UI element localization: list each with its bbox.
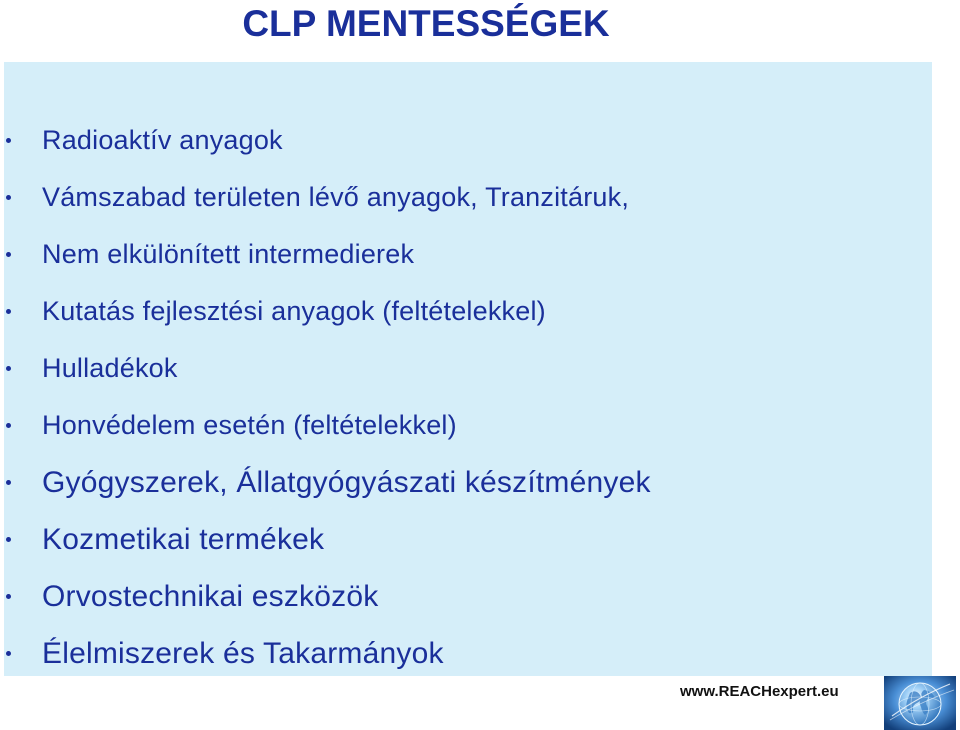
- list-item-text: Honvédelem esetén (feltételekkel): [42, 410, 457, 440]
- bullet-icon: [6, 594, 11, 599]
- bullet-icon: [6, 195, 11, 200]
- list-item: [4, 397, 924, 454]
- bullet-icon: [6, 138, 11, 143]
- globe-icon: [884, 676, 956, 730]
- bullet-icon: [6, 651, 11, 656]
- list-item: [4, 283, 924, 340]
- list-item-text: Kozmetikai termékek: [42, 523, 325, 556]
- globe-graphic: [884, 676, 956, 730]
- bullet-icon: [6, 480, 11, 485]
- list-item: [4, 340, 924, 397]
- slide-title: CLP MENTESSÉGEK: [242, 3, 610, 44]
- bullet-icon: [6, 366, 11, 371]
- bullet-icon: [6, 423, 11, 428]
- content-panel: [4, 62, 932, 676]
- list-item-text: Vámszabad területen lévő anyagok, Tranzitáruk,: [42, 182, 630, 212]
- list-item: [4, 112, 924, 169]
- list-item: [4, 625, 924, 682]
- exemption-list: [4, 112, 924, 682]
- list-item: [4, 226, 924, 283]
- list-item-text: Élelmiszerek és Takarmányok: [42, 637, 444, 670]
- bullet-icon: [6, 309, 11, 314]
- bullet-icon: [6, 252, 11, 257]
- list-item-text: Hulladékok: [42, 353, 178, 383]
- list-item-text: Orvostechnikai eszközök: [42, 580, 379, 613]
- bullet-icon: [6, 537, 11, 542]
- list-item-text: Radioaktív anyagok: [42, 125, 283, 155]
- list-item: [4, 568, 924, 625]
- list-item-text: Nem elkülönített intermedierek: [42, 239, 415, 269]
- footer-url: www.REACHexpert.eu: [680, 683, 839, 700]
- list-item-text: Kutatás fejlesztési anyagok (feltételekkel): [42, 296, 546, 326]
- list-item: [4, 454, 924, 511]
- list-item: [4, 511, 924, 568]
- list-item: [4, 169, 924, 226]
- list-item-text: Gyógyszerek, Állatgyógyászati készítmények: [42, 466, 651, 499]
